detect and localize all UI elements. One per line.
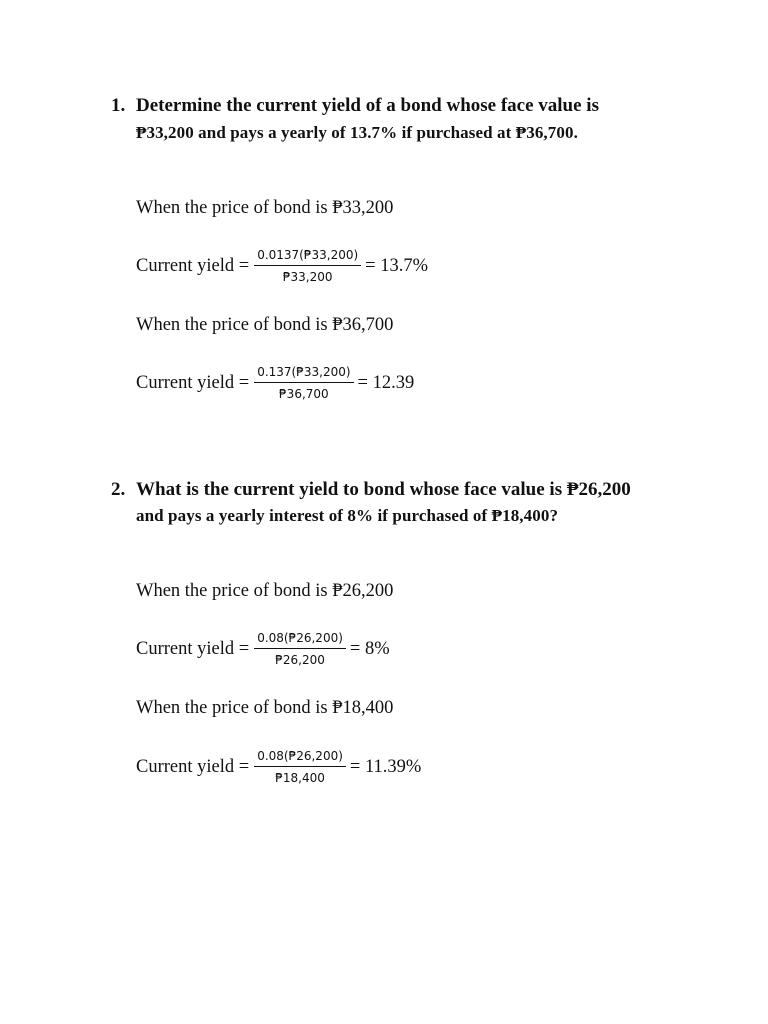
fraction [254,249,361,283]
fraction-numerator: 0.0137(₱33,200) [254,249,361,266]
fraction-denominator: ₱36,700 [279,387,329,401]
fraction-numerator: 0.137(₱33,200) [254,366,353,383]
question-2-heading [111,480,631,499]
fraction [254,750,346,784]
equation-result: = 8% [349,638,390,659]
q1-case-1-equation [136,244,428,288]
fraction-denominator: ₱26,200 [275,653,325,667]
equation-label: Current yield = [136,372,250,393]
q2-case-2-statement: When the price of bond is ₱18,400 [136,698,394,718]
q2-case-2-equation [136,745,421,789]
q1-case-2-statement: When the price of bond is ₱36,700 [136,315,394,335]
question-2-line-1: What is the current yield to bond whose face value is ₱26,200 [136,479,631,500]
fraction [254,366,353,400]
equation-result: = 13.7% [365,255,429,276]
equation-result: = 11.39% [349,756,422,777]
fraction [254,632,346,666]
equation-label: Current yield = [136,756,250,777]
equation-label: Current yield = [136,255,250,276]
question-2-number: 2. [111,479,126,500]
q1-case-2-equation [136,361,414,405]
question-1-heading [111,96,599,115]
equation-result: = 12.39 [357,372,415,393]
q2-case-1-statement: When the price of bond is ₱26,200 [136,581,394,601]
q1-case-1-statement: When the price of bond is ₱33,200 [136,198,394,218]
fraction-numerator: 0.08(₱26,200) [254,632,346,649]
question-1-line-1: Determine the current yield of a bond whose face value is [136,95,599,116]
q2-case-1-equation [136,627,390,671]
fraction-numerator: 0.08(₱26,200) [254,750,346,767]
question-2-line-2: and pays a yearly interest of 8% if purchased of ₱18,400? [136,506,559,525]
question-1-number: 1. [111,95,126,116]
fraction-denominator: ₱18,400 [275,771,325,785]
fraction-denominator: ₱33,200 [282,270,333,284]
question-1-line-2: ₱33,200 and pays a yearly of 13.7% if purchased at ₱36,700. [136,123,578,142]
equation-label: Current yield = [136,638,250,659]
